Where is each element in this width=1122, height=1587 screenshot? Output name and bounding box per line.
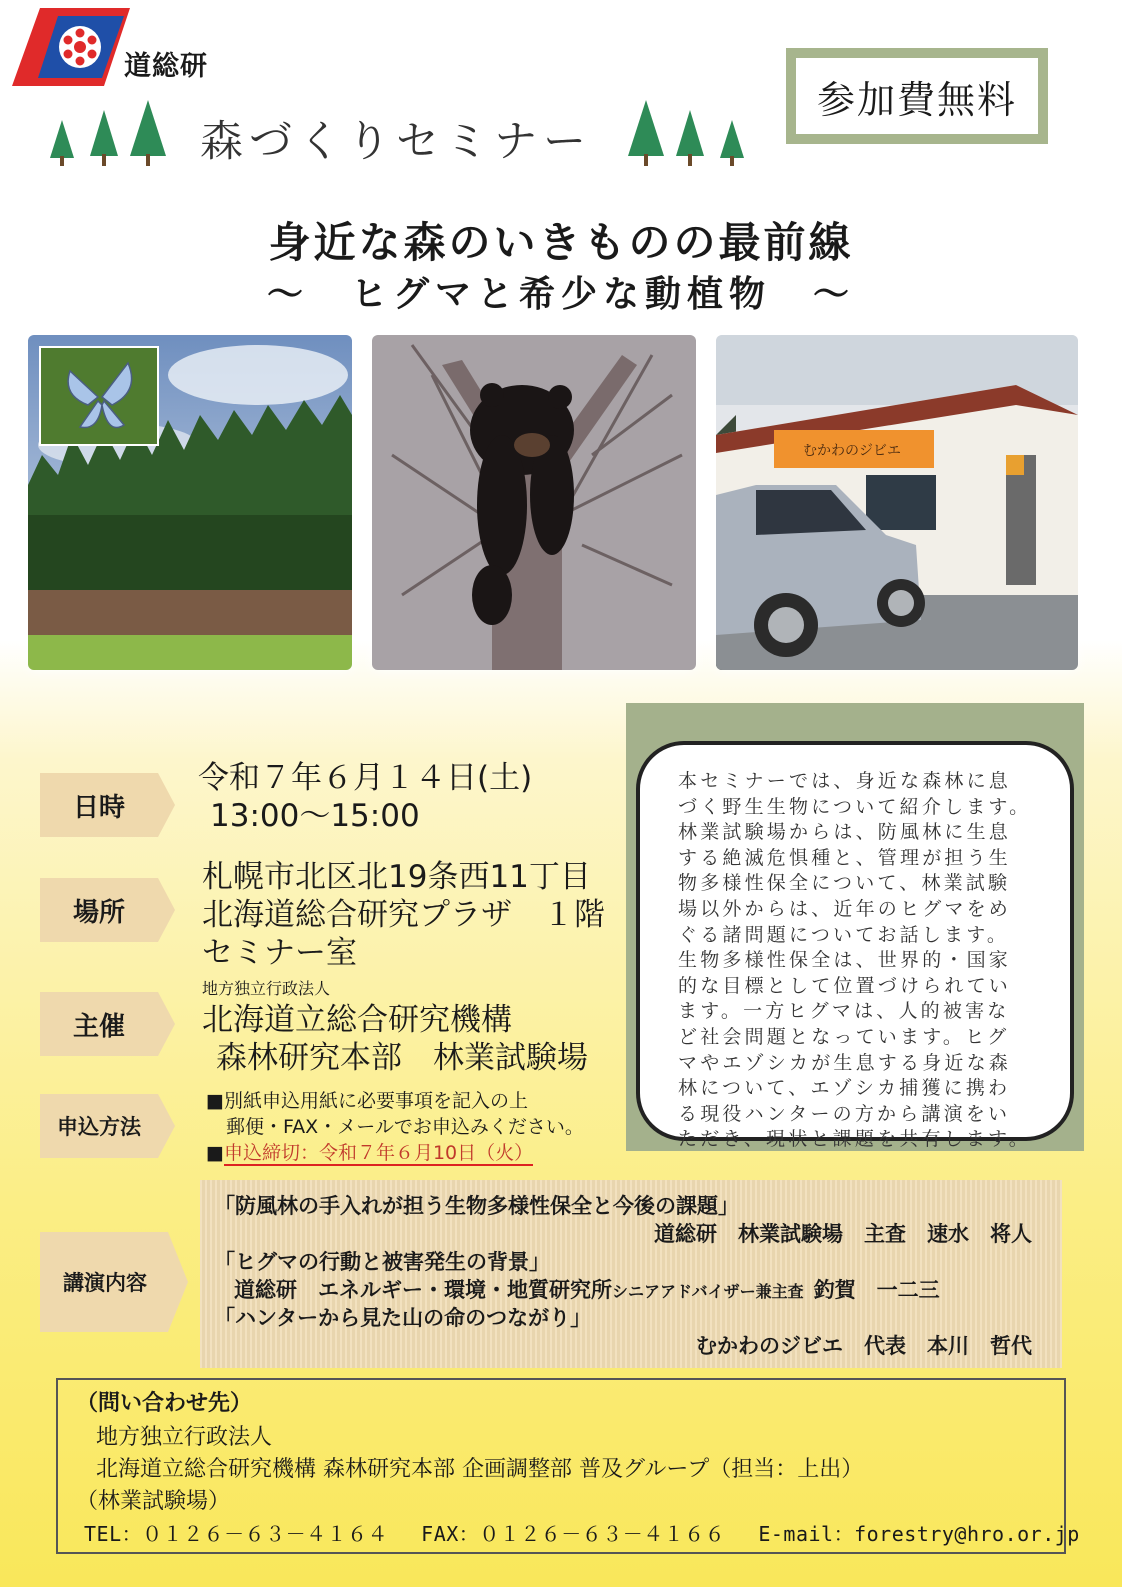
sub-title: ～ ヒグマと希少な動植物 ～ (266, 274, 855, 315)
host-label (40, 992, 175, 1056)
contact-heading: （問い合わせ先） (76, 1391, 253, 1416)
description-line: 物多様性保全について、林業試験 (678, 872, 1011, 895)
description-line: ただき、現状と課題を共有します。 (678, 1128, 1031, 1151)
talk3-title: 「ハンターから見た山の命のつながり」 (214, 1306, 592, 1330)
lectures-panel (200, 1180, 1062, 1368)
description-line: 場以外からは、近年のヒグマをめ (678, 897, 1012, 920)
description-line: ぐる諸問題についてお話します。 (678, 923, 1010, 946)
description-line: ど社会問題となっています。ヒグ (678, 1025, 1010, 1048)
seminar-title: 森づくりセミナー (200, 117, 592, 167)
description-line: 林業試験場からは、防風林に生息 (678, 821, 1012, 844)
place-line1: 札幌市北区北19条西11丁目 (202, 859, 591, 895)
dososken-logo (12, 8, 130, 86)
jibie-shop-photo (716, 335, 1078, 670)
description-panel (626, 703, 1084, 1151)
date-label-text: 日時 (72, 792, 125, 823)
free-admission-text: 参加費無料 (796, 58, 1038, 134)
time-value: 13:00～15:00 (210, 798, 420, 834)
main-title: 身近な森のいきものの最前線 (268, 218, 854, 267)
apply-label-text: 申込方法 (57, 1115, 141, 1139)
lectures-label-text: 講演内容 (63, 1271, 147, 1295)
apply-label (40, 1094, 175, 1158)
apply-line1: ■別紙申込用紙に必要事項を記入の上 (206, 1090, 528, 1112)
description-line: する絶滅危惧種と、管理が担う生 (678, 846, 1012, 869)
description-line: づく野生生物について紹介します。 (678, 795, 1032, 818)
contact-box (56, 1378, 1080, 1554)
tree-icons-left (46, 100, 166, 172)
talk1-title: 「防風林の手入れが担う生物多様性保全と今後の課題」 (214, 1194, 739, 1218)
date-label (40, 773, 175, 837)
lectures-label (40, 1232, 188, 1332)
host-label-text: 主催 (72, 1011, 125, 1042)
talk2-position: シニアアドバイザー兼主査 (612, 1282, 804, 1301)
apply-deadline (206, 1138, 533, 1165)
description-frame (636, 741, 1074, 1151)
talk3-speaker: むかわのジビエ 代表 本川 哲代 (696, 1334, 1032, 1358)
talk2-name: 釣賀 一二三 (813, 1278, 940, 1302)
talk1-speaker: 道総研 林業試験場 主査 速水 将人 (654, 1222, 1032, 1246)
place-label (40, 878, 175, 942)
description-line: る現役ハンターの方から講演をい (678, 1102, 1011, 1125)
description-line: マやエゾシカが生息する身近な森 (678, 1051, 1012, 1074)
bear-in-tree-photo (372, 335, 696, 670)
place-line2: 北海道総合研究プラザ １階 (202, 897, 605, 933)
host-line1: 北海道立総合研究機構 (202, 1002, 512, 1038)
talk2-affiliation: 道総研 エネルギー・環境・地質研究所 (234, 1278, 612, 1302)
free-admission-badge (786, 48, 1048, 144)
contact-line2: 北海道立総合研究機構 森林研究本部 企画調整部 普及グループ（担当：上出） (96, 1457, 864, 1482)
talk2-title: 「ヒグマの行動と被害発生の背景」 (214, 1250, 550, 1274)
description-line: 林について、エゾシカ捕獲に携わ (678, 1077, 1011, 1100)
description-line: 的な目標として位置づけられてい (678, 974, 1012, 997)
host-small: 地方独立行政法人 (202, 979, 331, 998)
contact-line3: （林業試験場） (76, 1489, 231, 1514)
description-line: ます。一方ヒグマは、人的被害な (678, 1000, 1010, 1023)
contact-phone-fax-email[interactable]: TEL：０１２６－６３－４１６４ FAX：０１２６－６３－４１６６ E-mail：forestry@hro.or.jp (84, 1522, 1080, 1546)
description-line: 生物多様性保全は、世界的・国家 (678, 949, 1012, 972)
forest-windbreak-photo (28, 335, 352, 670)
tree-icons-right (628, 100, 748, 172)
contact-line1: 地方独立行政法人 (96, 1425, 273, 1450)
shop-sign-text: むかわのジビエ (803, 443, 901, 459)
logo-text: 道総研 (124, 51, 208, 82)
place-line3: セミナー室 (202, 935, 357, 971)
place-label-text: 場所 (72, 897, 125, 928)
apply-line2: 郵便・FAX・メールでお申込みください。 (226, 1116, 584, 1138)
talk2-speaker (234, 1274, 940, 1304)
description-line: 本セミナーでは、身近な森林に息 (678, 770, 1012, 792)
date-value: 令和７年６月１４日(土) (198, 760, 533, 796)
host-line2: 森林研究本部 林業試験場 (216, 1040, 588, 1076)
apply-deadline-text: 申込締切：令和７年６月10日（火） (223, 1142, 534, 1164)
apply-deadline-bullet: ■ (206, 1142, 224, 1164)
